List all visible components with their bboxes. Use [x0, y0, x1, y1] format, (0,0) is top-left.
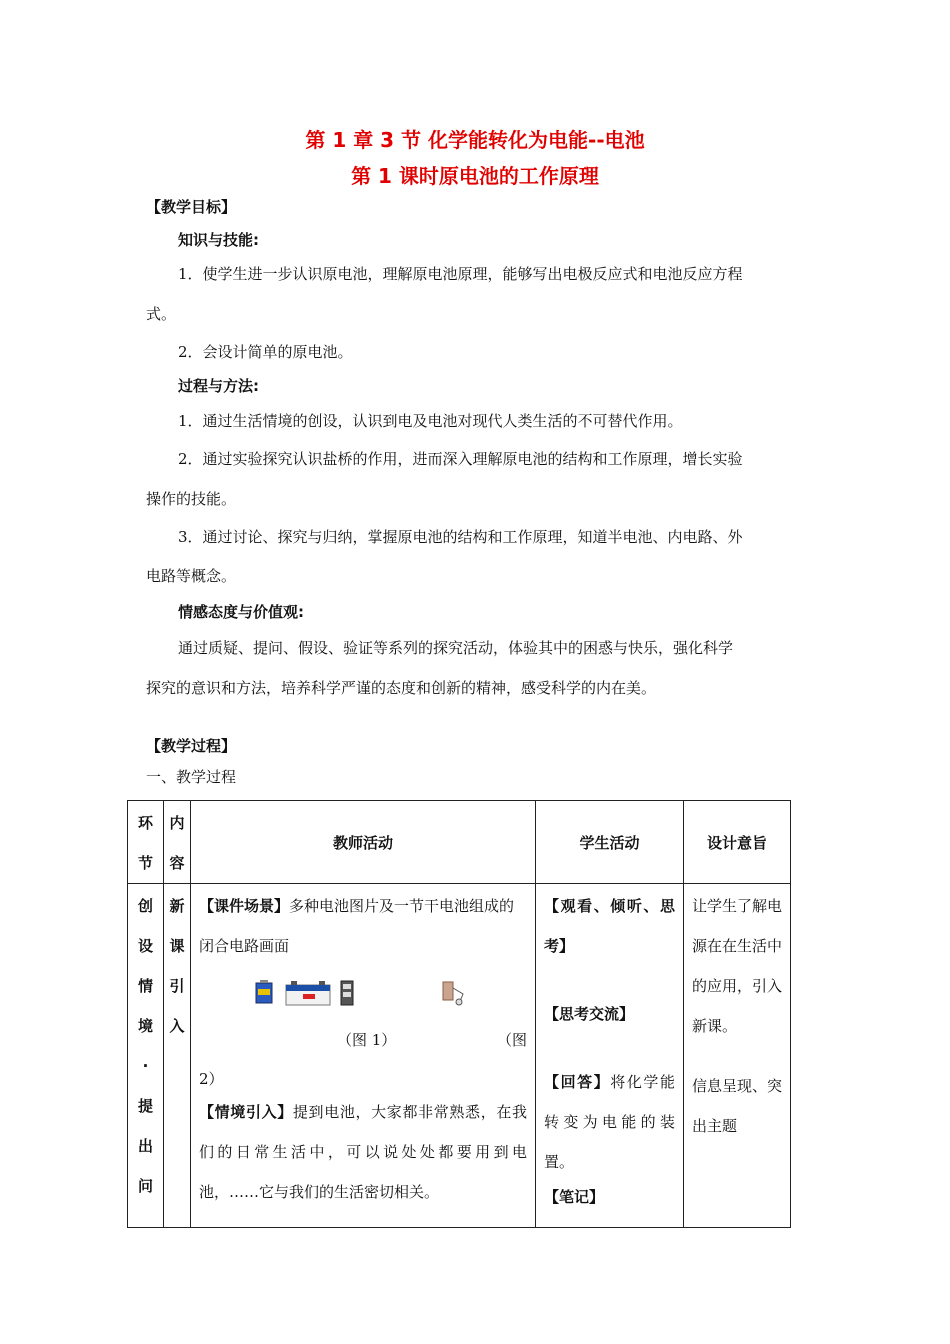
- courseware-tag: 【课件场景】: [199, 897, 290, 915]
- figure-2-caption-cont: 2）: [199, 1070, 224, 1088]
- design-intent-2: 信息呈现、突出主题: [692, 1077, 783, 1135]
- teacher-activity-cell: [191, 884, 536, 1228]
- goal-process-3-cont: 电路等概念。: [146, 567, 237, 585]
- table-row: [128, 884, 791, 1228]
- teaching-process-table: [127, 800, 791, 1228]
- student-watch: 【观看、倾听、思考】: [544, 897, 675, 955]
- goal-emotion-1: 通过质疑、提问、假设、验证等系列的探究活动，体验其中的困惑与快乐，强化科学: [178, 639, 734, 657]
- goal-knowledge-1: 1．使学生进一步认识原电池，理解原电池原理，能够写出电极反应式和电池反应方程: [178, 265, 743, 283]
- goal-process-1: 1．通过生活情境的创设，认识到电及电池对现代人类生活的不可替代作用。: [178, 412, 683, 430]
- knowledge-heading: 知识与技能:: [178, 231, 259, 249]
- goal-process-2: 2．通过实验探究认识盐桥的作用，进而深入理解原电池的结构和工作原理，增长实验: [178, 450, 743, 468]
- emotion-heading: 情感态度与价值观:: [178, 603, 304, 621]
- process-subheading: 一、教学过程: [146, 768, 237, 786]
- document-title: 第 1 章 3 节 化学能转化为电能--电池: [305, 128, 645, 152]
- student-notes: 【笔记】: [544, 1188, 605, 1206]
- student-activity-cell: [536, 884, 684, 1228]
- circuit-icon: [441, 980, 467, 1006]
- battery-pack-icon: [340, 980, 354, 1006]
- figure-1-caption: （图 1）: [337, 1031, 397, 1049]
- figure-2-caption: （图: [496, 1031, 527, 1049]
- design-intent-cell: [684, 884, 791, 1228]
- goal-emotion-1-cont: 探究的意识和方法，培养科学严谨的态度和创新的精神，感受科学的内在美。: [146, 679, 657, 697]
- student-discuss: 【思考交流】: [544, 1005, 635, 1023]
- header-content: 内 容: [164, 801, 191, 884]
- goals-heading: 【教学目标】: [146, 198, 237, 216]
- student-answer-text: 将化学能转变为电能的装置。: [544, 1073, 675, 1171]
- header-design: 设计意旨: [684, 801, 791, 884]
- battery-icon: [255, 980, 273, 1004]
- header-stage: 环 节: [128, 801, 164, 884]
- courseware-text: 多种电池图片及一节干电池组成的闭合电路画面: [199, 897, 515, 955]
- goal-knowledge-2: 2．会设计简单的原电池。: [178, 343, 353, 361]
- process-method-heading: 过程与方法:: [178, 377, 259, 395]
- stage-cell: 创 设 情 境 · 提 出 问: [128, 884, 164, 1228]
- student-answer-tag: 【回答】: [544, 1073, 611, 1091]
- design-intent-1: 让学生了解电源在在生活中的应用，引入新课。: [692, 897, 783, 1035]
- goal-process-3: 3．通过讨论、探究与归纳，掌握原电池的结构和工作原理，知道半电池、内电路、外: [178, 528, 743, 546]
- header-teacher: 教师活动: [191, 801, 536, 884]
- battery-images: [199, 966, 527, 1026]
- goal-process-2-cont: 操作的技能。: [146, 490, 237, 508]
- document-subtitle: 第 1 课时原电池的工作原理: [351, 164, 599, 188]
- goal-knowledge-1-cont: 式。: [146, 305, 177, 323]
- header-student: 学生活动: [536, 801, 684, 884]
- car-battery-icon: [285, 980, 331, 1006]
- content-cell: 新 课 引 入: [164, 884, 191, 1228]
- situation-tag: 【情境引入】: [199, 1103, 293, 1121]
- table-header-row: [128, 801, 791, 884]
- process-heading: 【教学过程】: [146, 737, 237, 755]
- situation-text: 提到电池，大家都非常熟悉，在我们的日常生活中，可以说处处都要用到电池，……它与我们的生活密切相关。: [199, 1103, 527, 1201]
